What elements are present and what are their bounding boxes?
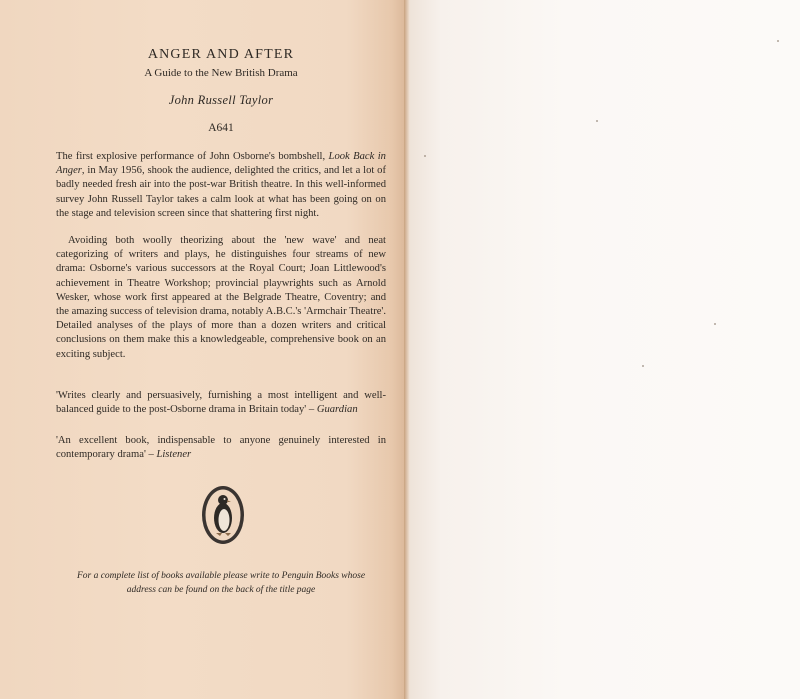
book-subtitle: A Guide to the New British Drama [144, 67, 298, 79]
play-title: Look Back in Anger [56, 151, 386, 177]
book-author: John Russell Taylor [168, 93, 274, 107]
book-title: ANGER AND AFTER [147, 47, 295, 62]
review-source: Guardian [316, 404, 358, 416]
review-quote: 'An excellent book, indispensable to anyone genuinely interested in contemporary drama' – Listener [56, 435, 386, 461]
catalogue-code: A641 [208, 122, 234, 134]
blurb-paragraph-2: Avoiding both woolly theorizing about the 'new wave' and neat categorizing of writers and plays, he distinguishes four streams of new drama: Osborne's various successors at the Royal Court; Joan Littlewood's achievement in Theatre Workshop; provincial playwrights such as Arnold Wesker, whose work first appeared at the Belgrade Theatre, Coventry; and the amazing success of television drama, notably A.B.C.'s 'Armchair Theatre'. Detailed analyses of the plays of more than a dozen writers and critical conclusions on them make this a knowledgeable, comprehensive book on an exciting subject. [56, 235, 386, 360]
blurb-paragraph-1: The first explosive performance of John Osborne's bombshell, Look Back in Anger, in May 1956, shook the audience, delighted the critics, and let a lot of badly needed fresh air into the post-war British theatre. In this well-informed survey John Russell Taylor takes a calm look at what has been going on on the stage and television screen since that shattering first night. [56, 151, 386, 219]
footer-note [56, 569, 386, 597]
review-source: Listener [156, 449, 192, 461]
penguin-logo-icon [200, 484, 246, 546]
footer-line-1: For a complete list of books available please write to Penguin Books whose [76, 571, 366, 581]
right-page [410, 0, 800, 699]
review-quote: 'Writes clearly and persuasively, furnishing a most intelligent and well-balanced guide to the post-Osborne drama in Britain today' – Guardian [56, 390, 386, 416]
footer-line-2: address can be found on the back of the title page [126, 585, 316, 595]
